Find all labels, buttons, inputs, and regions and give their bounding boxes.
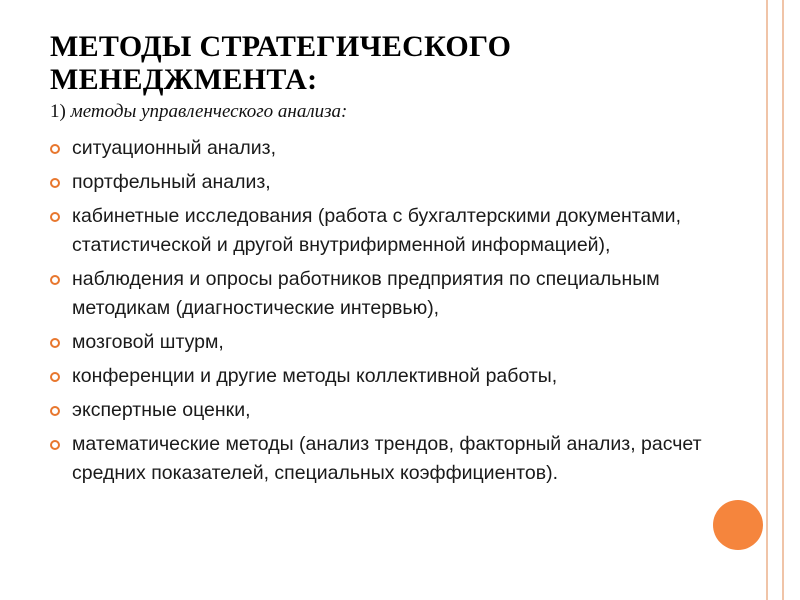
ring-bullet-icon: [50, 440, 60, 450]
orange-circle-decoration: [713, 500, 763, 550]
ring-bullet-icon: [50, 372, 60, 382]
subtitle-text: методы управленческого анализа:: [70, 101, 348, 122]
slide-subtitle: [50, 100, 347, 124]
methods-list: [50, 134, 730, 493]
list-item-text: кабинетные исследования (работа с бухгалтерскими документами, статистической и другой внутрифирменной информацией),: [72, 205, 681, 256]
list-item: [50, 396, 730, 425]
list-item: [50, 202, 730, 260]
list-item-text: портфельный анализ,: [72, 171, 271, 193]
list-item-text: конференции и другие методы коллективной работы,: [72, 365, 558, 387]
list-item: [50, 430, 730, 488]
subtitle-number: 1): [50, 101, 66, 122]
list-item: [50, 134, 730, 163]
list-item: [50, 362, 730, 391]
ring-bullet-icon: [50, 406, 60, 416]
list-item-text: математические методы (анализ трендов, факторный анализ, расчет средних показателей, специальных коэффициентов).: [72, 433, 702, 484]
list-item: [50, 265, 730, 323]
list-item: [50, 168, 730, 197]
list-item-text: наблюдения и опросы работников предприятия по специальным методикам (диагностические интервью),: [72, 268, 660, 319]
list-item-text: мозговой штурм,: [72, 331, 224, 353]
ring-bullet-icon: [50, 144, 60, 154]
ring-bullet-icon: [50, 212, 60, 222]
list-item-text: экспертные оценки,: [72, 399, 251, 421]
ring-bullet-icon: [50, 275, 60, 285]
ring-bullet-icon: [50, 338, 60, 348]
edge-stripe-decoration: [766, 0, 784, 600]
list-item-text: ситуационный анализ,: [72, 137, 277, 159]
slide-title: МЕТОДЫ СТРАТЕГИЧЕСКОГО МЕНЕДЖМЕНТА:: [50, 30, 512, 96]
list-item: [50, 328, 730, 357]
ring-bullet-icon: [50, 178, 60, 188]
